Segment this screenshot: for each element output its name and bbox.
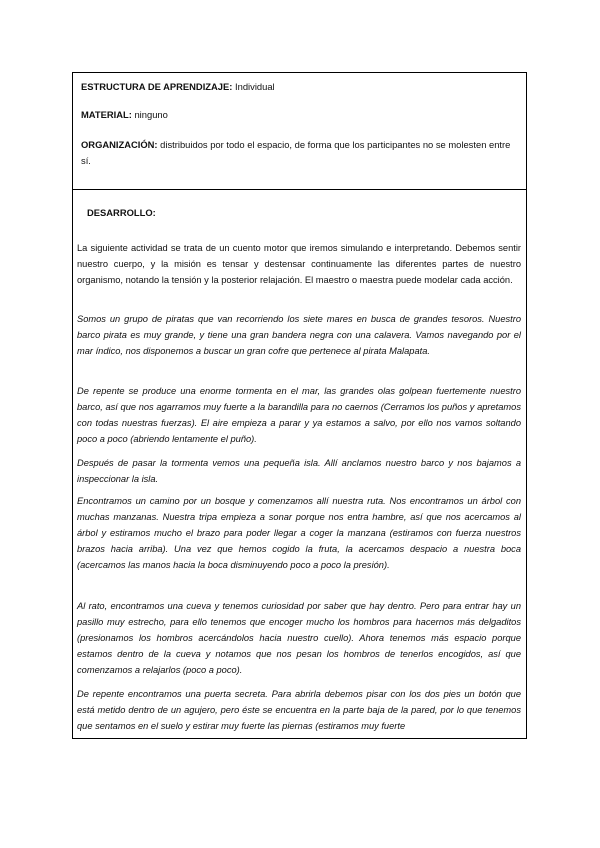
story-paragraph-4: Encontramos un camino por un bosque y comenzamos allí nuestra ruta. Nos encontramos un árbol con muchas manzanas. Nuestra tripa empieza a sonar porque nos entra hambre, así que nos acercamos al árbol y estiramos mucho el brazo para poder llegar a coger la manzana (estiramos con fuerza nuestros brazos hacia arriba). Una vez que hemos cogido la fruta, la acercamos despacio a nuestra boca (acercamos las manos hacia la boca disminuyendo poco a poco la presión). xyxy=(77,496,521,570)
organizacion-row xyxy=(81,137,518,169)
story-paragraph-5: Al rato, encontramos una cueva y tenemos curiosidad por saber que hay dentro. Pero para entrar hay un pasillo muy estrecho, para ello tenemos que encoger mucho los hombros para hacernos más delgaditos (presionamos los hombros acercándolos hacia nuestro cuello). Ahora tenemos más espacio porque estamos dentro de la cueva y notamos que nos pesan los hombros de tenerlos encogidos, así que comenzamos a relajarlos (poco a poco). xyxy=(77,601,521,675)
estructura-label: ESTRUCTURA DE APRENDIZAJE: xyxy=(81,81,233,92)
desarrollo-box xyxy=(72,189,527,739)
story-paragraph-6: De repente encontramos una puerta secreta. Para abrirla debemos pisar con los dos pies un botón que está metido dentro de un agujero, pero éste se encuentra en la parte baja de la pared, por lo que tenemos que sentamos en el suelo y estirar muy fuerte las piernas (estiramos muy fuerte xyxy=(77,689,521,731)
intro-paragraph: La siguiente actividad se trata de un cuento motor que iremos simulando e interpretando. Debemos sentir nuestro cuerpo, y la misión es tensar y destensar continuamente las diferentes partes de nuestro organismo, notando la tensión y la posterior relajación. El maestro o maestra puede modelar cada acción. xyxy=(77,243,521,285)
organizacion-value: distribuidos por todo el espacio, de forma que los participantes no se molesten entre sí. xyxy=(81,139,511,166)
desarrollo-heading: DESARROLLO: xyxy=(87,207,156,218)
estructura-value: Individual xyxy=(235,81,275,92)
organizacion-label: ORGANIZACIÓN: xyxy=(81,139,158,150)
header-info-box xyxy=(72,72,527,190)
material-value: ninguno xyxy=(134,109,168,120)
material-label: MATERIAL: xyxy=(81,109,132,120)
estructura-row xyxy=(81,79,518,95)
story-paragraph-2: De repente se produce una enorme tormenta en el mar, las grandes olas golpean fuertemente nuestro barco, así que nos agarramos muy fuerte a la barandilla para no caernos (Cerramos los puños y apretamos con todas nuestras fuerzas). El aire empieza a parar y ya estamos a salvo, por ello nos vamos soltando poco a poco (abriendo lentamente el puño). xyxy=(77,386,521,444)
story-paragraph-1: Somos un grupo de piratas que van recorriendo los siete mares en busca de grandes tesoros. Nuestro barco pirata es muy grande, y tiene una gran bandera negra con una calavera. Vamos navegando por el mar índico, nos disponemos a buscar un gran cofre que pertenece al pirata Malapata. xyxy=(77,314,521,356)
story-paragraph-3: Después de pasar la tormenta vemos una pequeña isla. Allí anclamos nuestro barco y nos bajamos a inspeccionar la isla. xyxy=(77,458,521,484)
material-row xyxy=(81,107,518,123)
